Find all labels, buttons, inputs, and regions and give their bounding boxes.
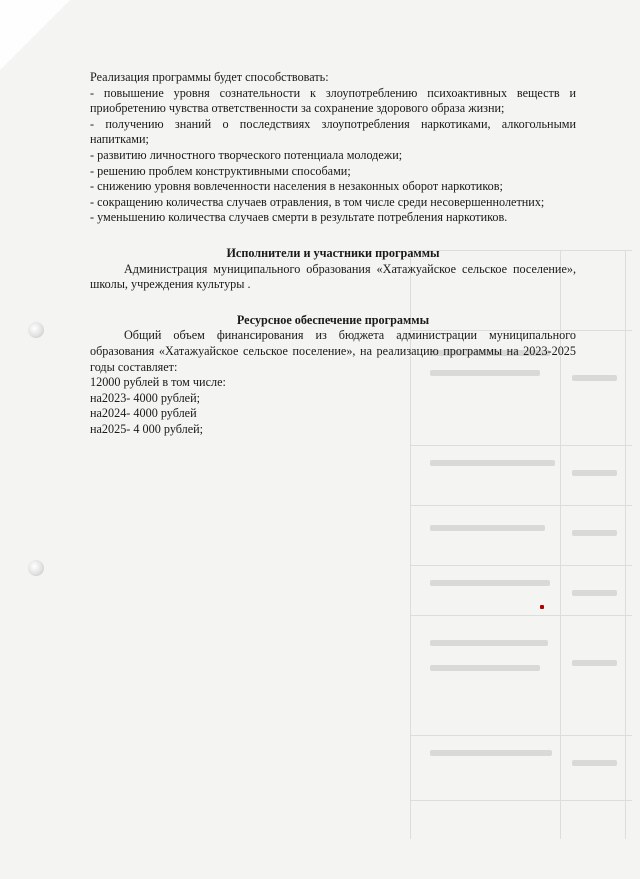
section-heading-resources: Ресурсное обеспечение программы xyxy=(236,312,430,327)
section-heading-participants: Исполнители и участники программы xyxy=(226,245,440,260)
funding-line: 12000 рублей в том числе: xyxy=(90,375,226,390)
bullet-item: - получению знаний о последствиях злоупотребления наркотиками, алкогольными напитками; xyxy=(90,116,576,147)
funding-line: на2023- 4000 рублей; xyxy=(90,390,200,405)
intro-line: Реализация программы будет способствовать: xyxy=(90,70,329,84)
section-text-participants: Администрация муниципального образования «Хатажуайское сельское поселение», школы, учреждения культуры . xyxy=(90,261,576,292)
funding-line: на2025- 4 000 рублей; xyxy=(90,421,204,436)
section-text-resources: Общий объем финансирования из бюджета администрации муниципального образования «Хатажуайское сельское поселение», на реализацию программы на 2023-2025 годы составляет: xyxy=(90,328,576,374)
punch-hole-bottom xyxy=(28,560,44,576)
red-ink-mark xyxy=(540,605,544,609)
bullet-item: - снижению уровня вовлеченности населения в незаконных оборот наркотиков; xyxy=(90,179,503,194)
bullet-item: - развитию личностного творческого потенциала молодежи; xyxy=(90,147,403,162)
punch-hole-top xyxy=(28,322,44,338)
funding-line: на2024- 4000 рублей xyxy=(90,406,197,421)
bullet-item: - уменьшению количества случаев смерти в результате потребления наркотиков. xyxy=(90,210,508,225)
bullet-item: - сокращению количества случаев отравления, в том числе среди несовершеннолетних; xyxy=(90,194,545,209)
bullet-item: - решению проблем конструктивными способами; xyxy=(90,163,351,178)
bullet-item: - повышение уровня сознательности к злоупотреблению психоактивных веществ и приобретению чувства ответственности за сохранение здорового образа жизни; xyxy=(90,85,576,116)
document-body xyxy=(90,70,576,437)
folded-corner xyxy=(0,0,70,70)
